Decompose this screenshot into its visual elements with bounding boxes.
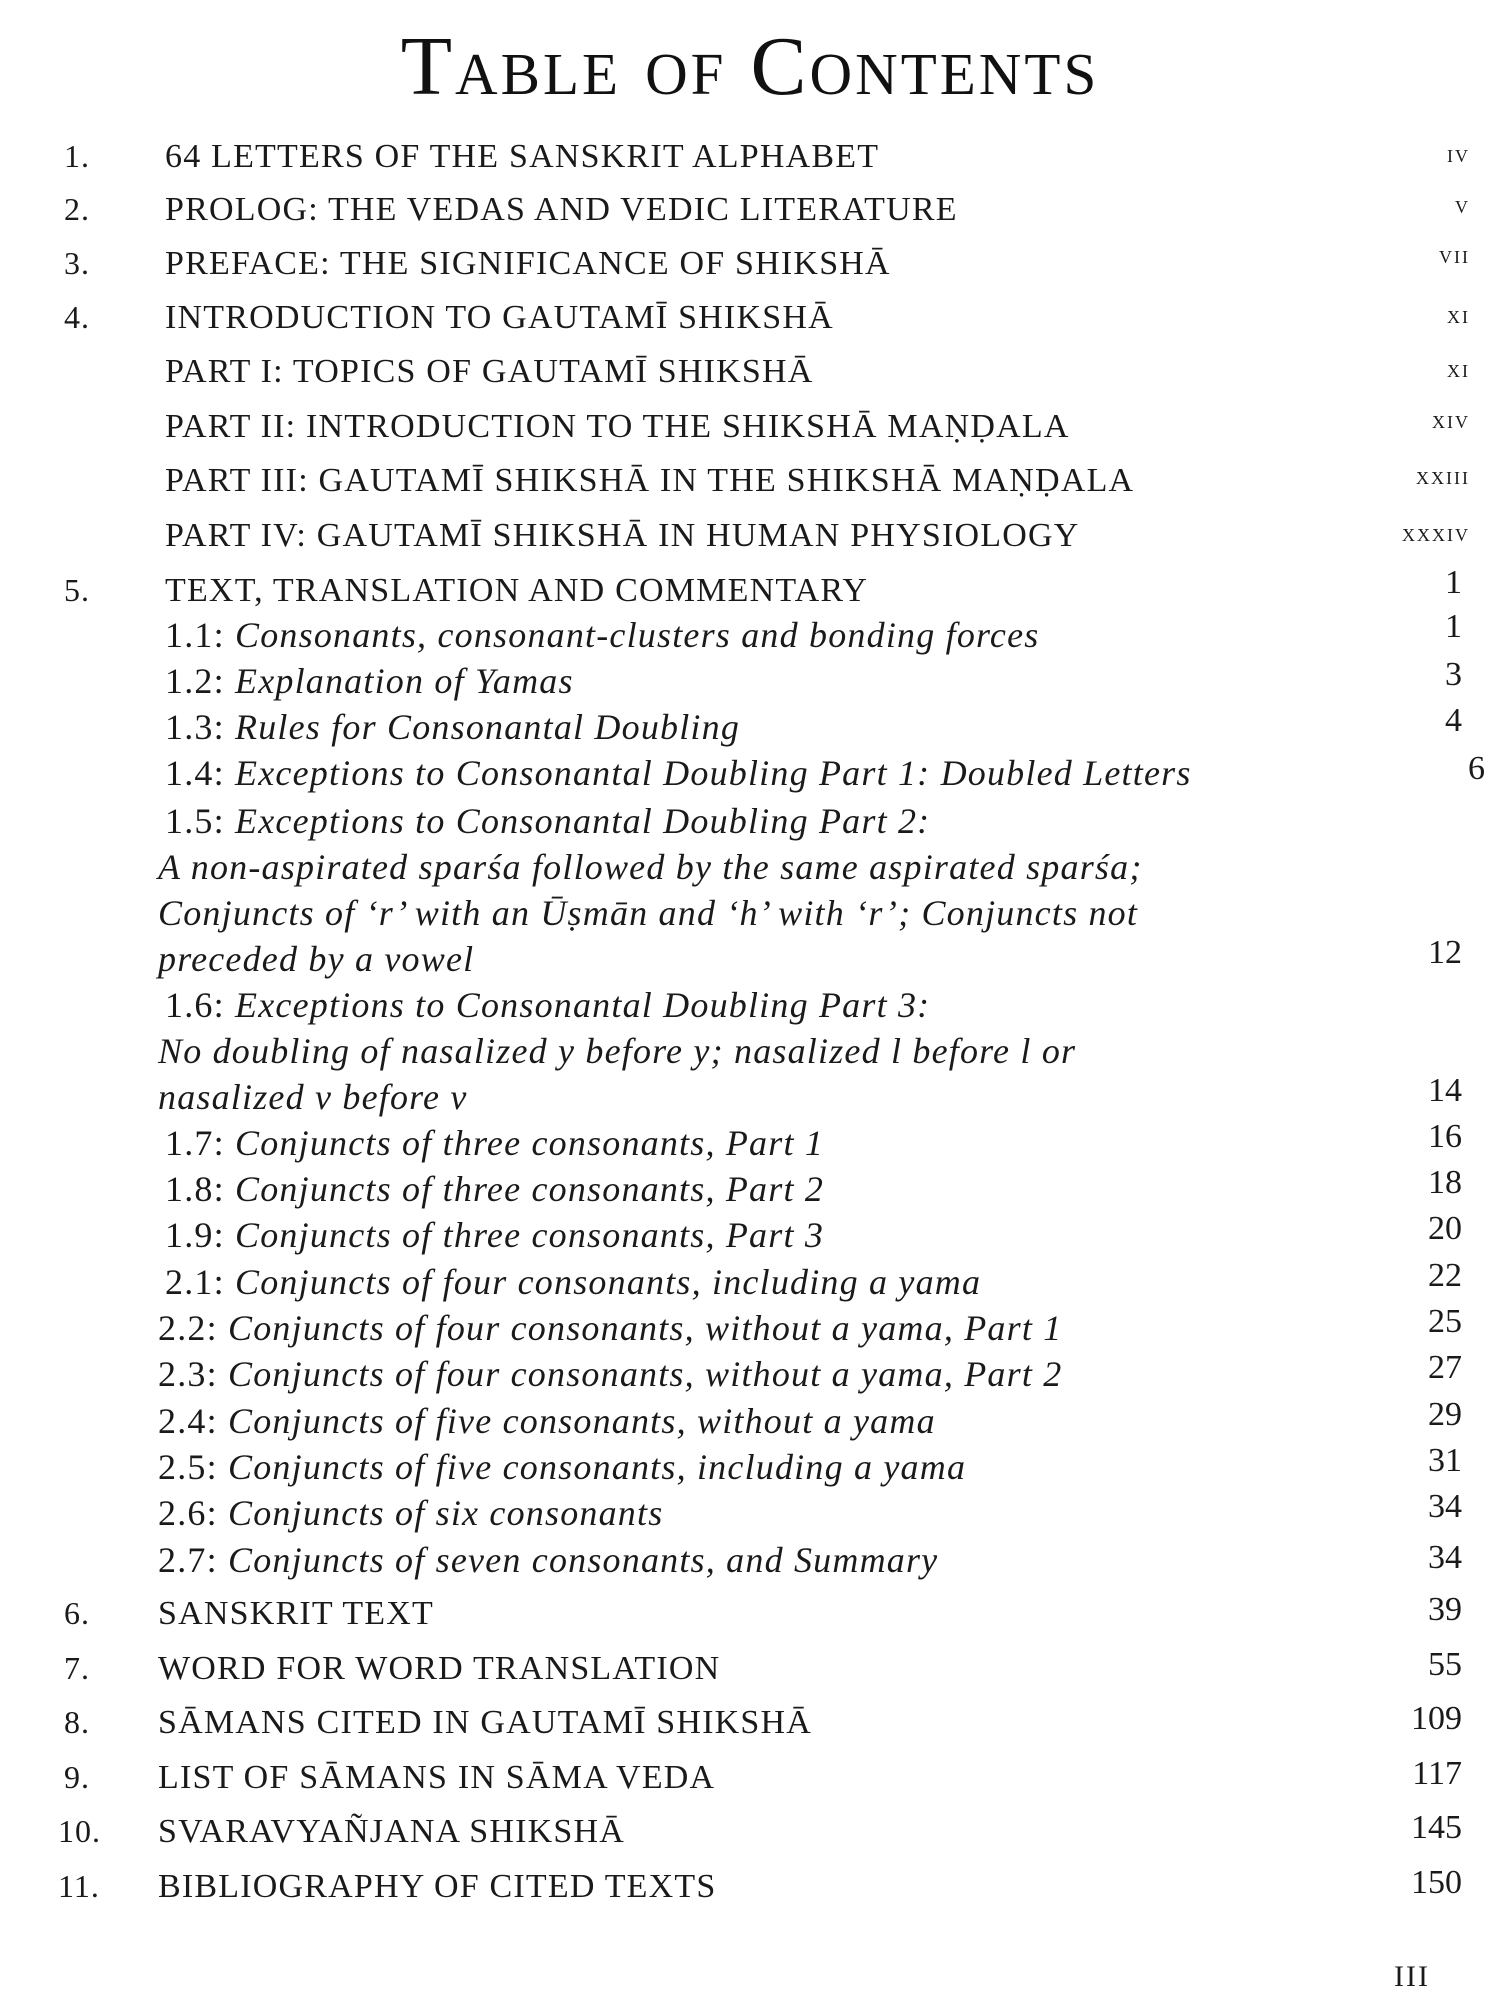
entry-number: 7.	[64, 1650, 90, 1686]
entry-number: 1.	[64, 138, 90, 174]
section-code: 1.8:	[165, 1169, 225, 1209]
section-title	[158, 1400, 936, 1442]
entry-title: PREFACE: THE SIGNIFICANCE OF SHIKSHĀ	[165, 245, 891, 282]
section-title	[165, 752, 1192, 794]
entry-number: 5.	[64, 572, 90, 608]
entry-title: PART I: TOPICS OF GAUTAMĪ SHIKSHĀ	[165, 353, 814, 390]
entry-page: 27	[1428, 1349, 1462, 1386]
section-title	[165, 1261, 981, 1303]
entry-title: PART II: INTRODUCTION TO THE SHIKSHĀ MAṆḌALA	[165, 408, 1070, 445]
section-code: 2.3:	[158, 1354, 218, 1394]
entry-page: 3	[1445, 656, 1462, 693]
entry-page: 4	[1445, 702, 1462, 739]
section-title	[158, 1492, 663, 1534]
section-title	[165, 800, 930, 842]
section-name: Conjuncts of four consonants, including a yama	[235, 1262, 982, 1302]
section-name: Exceptions to Consonantal Doubling Part 1: Doubled Letters	[235, 753, 1192, 793]
entry-title: BIBLIOGRAPHY OF CITED TEXTS	[158, 1868, 717, 1905]
entry-number: 3.	[64, 245, 90, 281]
section-title	[165, 614, 1039, 656]
section-code: 2.6:	[158, 1493, 218, 1533]
section-name: Exceptions to Consonantal Doubling Part 3:	[235, 985, 931, 1025]
entry-page: 34	[1428, 1488, 1462, 1525]
entry-title: SANSKRIT TEXT	[158, 1595, 434, 1632]
section-code: 1.9:	[165, 1215, 225, 1255]
section-name: Consonants, consonant-clusters and bonding forces	[235, 615, 1040, 655]
entry-page: 6	[1468, 750, 1485, 787]
section-code: 1.5:	[165, 801, 225, 841]
entry-title: SVARAVYAÑJANA SHIKSHĀ	[158, 1813, 626, 1850]
entry-page: 22	[1428, 1257, 1462, 1294]
entry-page: VII	[1439, 247, 1470, 267]
entry-page: IV	[1447, 146, 1470, 166]
section-name: Explanation of Yamas	[235, 661, 574, 701]
section-name: Conjuncts of five consonants, including a yama	[228, 1447, 967, 1487]
entry-title: LIST OF SĀMANS IN SĀMA VEDA	[158, 1759, 716, 1796]
section-name: Conjuncts of three consonants, Part 3	[235, 1215, 825, 1255]
section-continuation: nasalized v before v	[158, 1077, 468, 1117]
section-code: 2.2:	[158, 1308, 218, 1348]
section-name: Rules for Consonantal Doubling	[235, 707, 741, 747]
entry-number: 4.	[64, 299, 90, 335]
section-title	[158, 1307, 1062, 1349]
entry-number: 11.	[58, 1868, 100, 1904]
section-continuation: No doubling of nasalized y before y; nasalized l before l or	[158, 1031, 1077, 1071]
entry-page: 25	[1428, 1303, 1462, 1340]
section-code: 2.7:	[158, 1540, 218, 1580]
section-title	[158, 1446, 966, 1488]
entry-title: WORD FOR WORD TRANSLATION	[158, 1650, 721, 1687]
entry-page: 12	[1428, 934, 1462, 971]
section-name: Conjuncts of five consonants, without a yama	[228, 1401, 936, 1441]
entry-number: 2.	[64, 191, 90, 227]
entry-page: XXXIV	[1402, 525, 1470, 545]
section-title	[165, 1214, 824, 1256]
entry-page: 145	[1411, 1809, 1462, 1846]
section-code: 1.1:	[165, 615, 225, 655]
entry-page: 109	[1411, 1700, 1462, 1737]
entry-title: SĀMANS CITED IN GAUTAMĪ SHIKSHĀ	[158, 1704, 813, 1741]
entry-page: 55	[1428, 1646, 1462, 1683]
section-title	[165, 1168, 824, 1210]
entry-title: PROLOG: THE VEDAS AND VEDIC LITERATURE	[165, 191, 958, 228]
section-title	[158, 1353, 1062, 1395]
entry-page: 20	[1428, 1210, 1462, 1247]
entry-title: PART IV: GAUTAMĪ SHIKSHĀ IN HUMAN PHYSIOLOGY	[165, 517, 1080, 554]
section-title	[165, 706, 740, 748]
section-code: 2.1:	[165, 1262, 225, 1302]
section-name: Conjuncts of three consonants, Part 1	[235, 1123, 825, 1163]
page-title: Table of Contents	[400, 20, 1100, 113]
entry-page: 34	[1428, 1539, 1462, 1576]
entry-page: 14	[1428, 1072, 1462, 1109]
section-continuation: preceded by a vowel	[158, 939, 475, 979]
section-name: Conjuncts of four consonants, without a yama, Part 2	[228, 1354, 1063, 1394]
entry-page: XIV	[1432, 412, 1470, 432]
entry-page: 150	[1411, 1864, 1462, 1901]
entry-page: 1	[1445, 608, 1462, 645]
section-code: 2.4:	[158, 1401, 218, 1441]
entry-title: TEXT, TRANSLATION AND COMMENTARY	[165, 572, 869, 609]
entry-number: 9.	[64, 1759, 90, 1795]
section-title	[165, 1122, 824, 1164]
entry-title: 64 LETTERS OF THE SANSKRIT ALPHABET	[165, 138, 880, 175]
section-name: Conjuncts of six consonants	[228, 1493, 664, 1533]
section-name: Conjuncts of seven consonants, and Summary	[228, 1540, 939, 1580]
entry-page: 1	[1445, 564, 1462, 601]
page-folio: III	[1394, 1960, 1430, 1993]
section-code: 2.5:	[158, 1447, 218, 1487]
entry-page: V	[1455, 197, 1470, 217]
entry-title: PART III: GAUTAMĪ SHIKSHĀ IN THE SHIKSHĀ MAṆḌALA	[165, 462, 1135, 499]
section-name: Conjuncts of four consonants, without a yama, Part 1	[228, 1308, 1063, 1348]
entry-page: XXIII	[1416, 468, 1470, 488]
section-continuation: Conjuncts of ‘r’ with an Ūṣmān and ‘h’ with ‘r’; Conjuncts not	[158, 893, 1139, 933]
entry-page: 18	[1428, 1164, 1462, 1201]
entry-page: 117	[1412, 1755, 1462, 1792]
entry-number: 6.	[64, 1595, 90, 1631]
entry-page: 31	[1428, 1442, 1462, 1479]
entry-page: 39	[1428, 1591, 1462, 1628]
entry-page: 29	[1428, 1396, 1462, 1433]
section-title	[158, 1539, 938, 1581]
entry-page: XI	[1447, 361, 1470, 381]
entry-title: INTRODUCTION TO GAUTAMĪ SHIKSHĀ	[165, 299, 834, 336]
entry-number: 10.	[58, 1813, 101, 1849]
section-name: Conjuncts of three consonants, Part 2	[235, 1169, 825, 1209]
section-title	[165, 660, 574, 702]
section-name: Exceptions to Consonantal Doubling Part 2:	[235, 801, 931, 841]
entry-page: 16	[1428, 1118, 1462, 1155]
section-code: 1.3:	[165, 707, 225, 747]
section-code: 1.6:	[165, 985, 225, 1025]
section-code: 1.7:	[165, 1123, 225, 1163]
entry-number: 8.	[64, 1704, 90, 1740]
entry-page: XI	[1447, 307, 1470, 327]
section-code: 1.4:	[165, 753, 225, 793]
section-title	[165, 984, 930, 1026]
section-code: 1.2:	[165, 661, 225, 701]
section-continuation: A non-aspirated sparśa followed by the same aspirated sparśa;	[158, 847, 1143, 887]
